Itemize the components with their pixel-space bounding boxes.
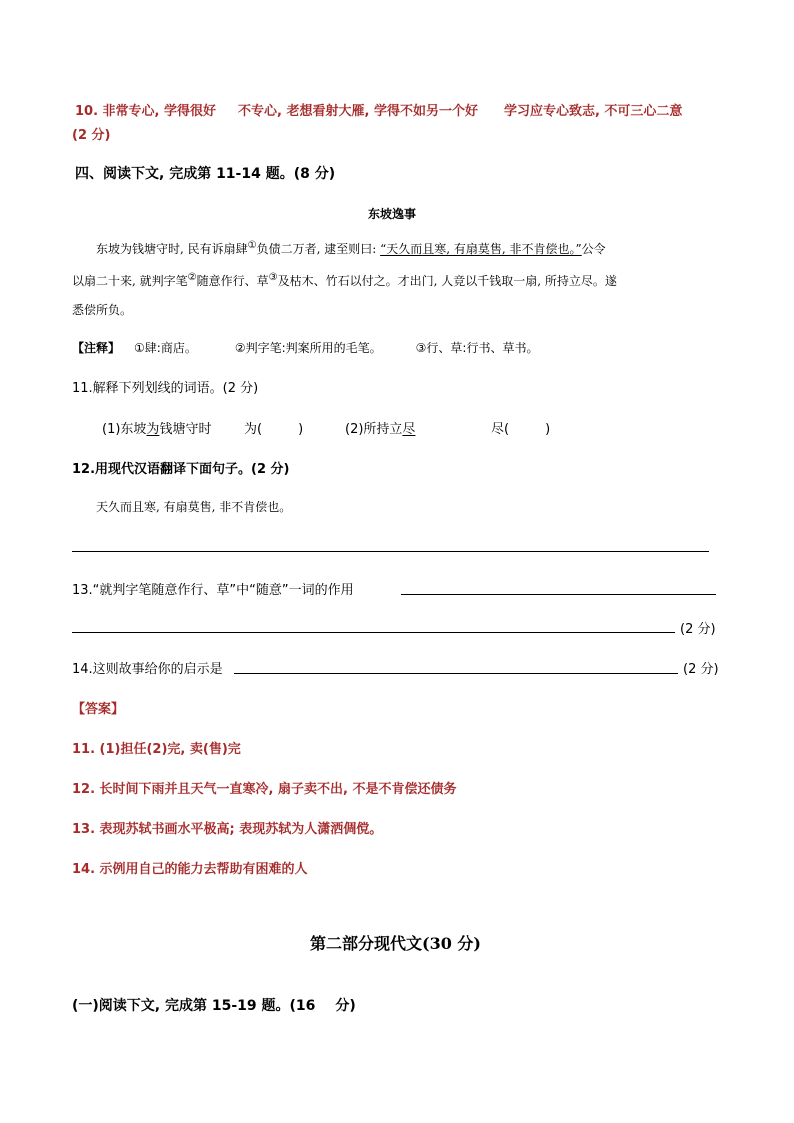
q11-item1-word: 为 (146, 422, 160, 437)
answer-14: 14. 示例用自己的能力去帮助有困难的人 (72, 862, 308, 877)
passage-text: 以扇二十来, 就判字笔 (72, 274, 188, 288)
q11-answer1-open: 为( (244, 422, 263, 437)
q11-answer1-close: ) (298, 422, 304, 437)
answer-12: 12. 长时间下雨并且天气一直寒冷, 扇子卖不出, 不是不肯偿还债务 (72, 782, 457, 797)
part2-subheading (72, 995, 356, 1015)
q11-answer2-open: 尽( (491, 422, 510, 437)
q14-score: (2 分) (683, 662, 719, 677)
q11-item1 (102, 418, 211, 437)
q13-score: (2 分) (680, 622, 716, 637)
notes-line (72, 339, 538, 356)
q11-item2 (345, 418, 415, 437)
passage-line-1 (96, 240, 606, 257)
q10-score: (2 分) (72, 128, 111, 143)
q12-answer-line (72, 551, 709, 552)
passage-text: 随意作行、草 (196, 274, 269, 288)
q12-question: 12.用现代汉语翻译下面句子。(2 分) (72, 462, 290, 477)
answers-label: 【答案】 (72, 702, 125, 717)
passage-text: 及枯木、竹石以付之。才出门, 人竞以千钱取一扇, 所持立尽。遂 (277, 274, 617, 288)
q14-question: 14.这则故事给你的启示是 (72, 662, 223, 677)
q10-part2: 不专心, 老想看射大雁, 学得不如另一个好 (238, 104, 478, 119)
q11-answer2 (491, 418, 550, 437)
part2-title: 第二部分现代文(30 分) (310, 934, 481, 953)
q11-item2-word: 尽 (402, 422, 416, 437)
passage-text: 公令 (581, 242, 606, 256)
note-1: ①肆:商店。 (134, 341, 197, 355)
q10-answer-line (75, 100, 682, 119)
footnote-mark: ③ (268, 272, 278, 283)
part2-subheading-main: (一)阅读下文, 完成第 15-19 题。(16 (72, 998, 316, 1014)
footnote-mark: ① (247, 240, 257, 251)
q11-answer1 (244, 418, 303, 437)
q11-item1-post: 钱塘守时 (159, 422, 212, 437)
answer-11: 11. (1)担任(2)完, 卖(售)完 (72, 742, 241, 757)
q11-question: 11.解释下列划线的词语。(2 分) (72, 381, 259, 396)
q13-question: 13.“就判字笔随意作行、草”中“随意”一词的作用 (72, 583, 354, 598)
passage-line-3: 悉偿所负。 (72, 303, 133, 317)
underlined-quote: “天久而且寒, 有扇莫售, 非不肯偿也。” (380, 242, 582, 256)
q10-part3: 学习应专心致志, 不可三心二意 (503, 104, 683, 119)
passage-text: 负债二万者, 逮至则曰: (256, 242, 381, 256)
footnote-mark: ② (187, 272, 197, 283)
q14-answer-line (234, 673, 678, 674)
note-2: ②判字笔:判案所用的毛笔。 (234, 341, 382, 355)
section4-heading: 四、阅读下文, 完成第 11-14 题。(8 分) (75, 166, 336, 182)
note-3: ③行、草:行书、草书。 (415, 341, 539, 355)
notes-label: 【注释】 (72, 341, 121, 355)
part2-subheading-tail: 分) (335, 998, 356, 1014)
q13-answer-line-2 (72, 632, 675, 633)
q11-item2-pre: (2)所持立 (345, 422, 403, 437)
q12-sentence: 天久而且寒, 有扇莫售, 非不肯偿也。 (96, 500, 292, 514)
q13-answer-line-1 (401, 594, 716, 595)
passage-title: 东坡逸事 (368, 207, 417, 221)
answer-13: 13. 表现苏轼书画水平极高; 表现苏轼为人潇洒倜傥。 (72, 822, 383, 837)
q11-answer2-close: ) (545, 422, 551, 437)
passage-line-2 (72, 272, 617, 289)
passage-text: 东坡为钱塘守时, 民有诉扇肆 (96, 242, 248, 256)
q11-item1-pre: (1)东坡 (102, 422, 147, 437)
q10-part1: 10. 非常专心, 学得很好 (75, 104, 217, 119)
